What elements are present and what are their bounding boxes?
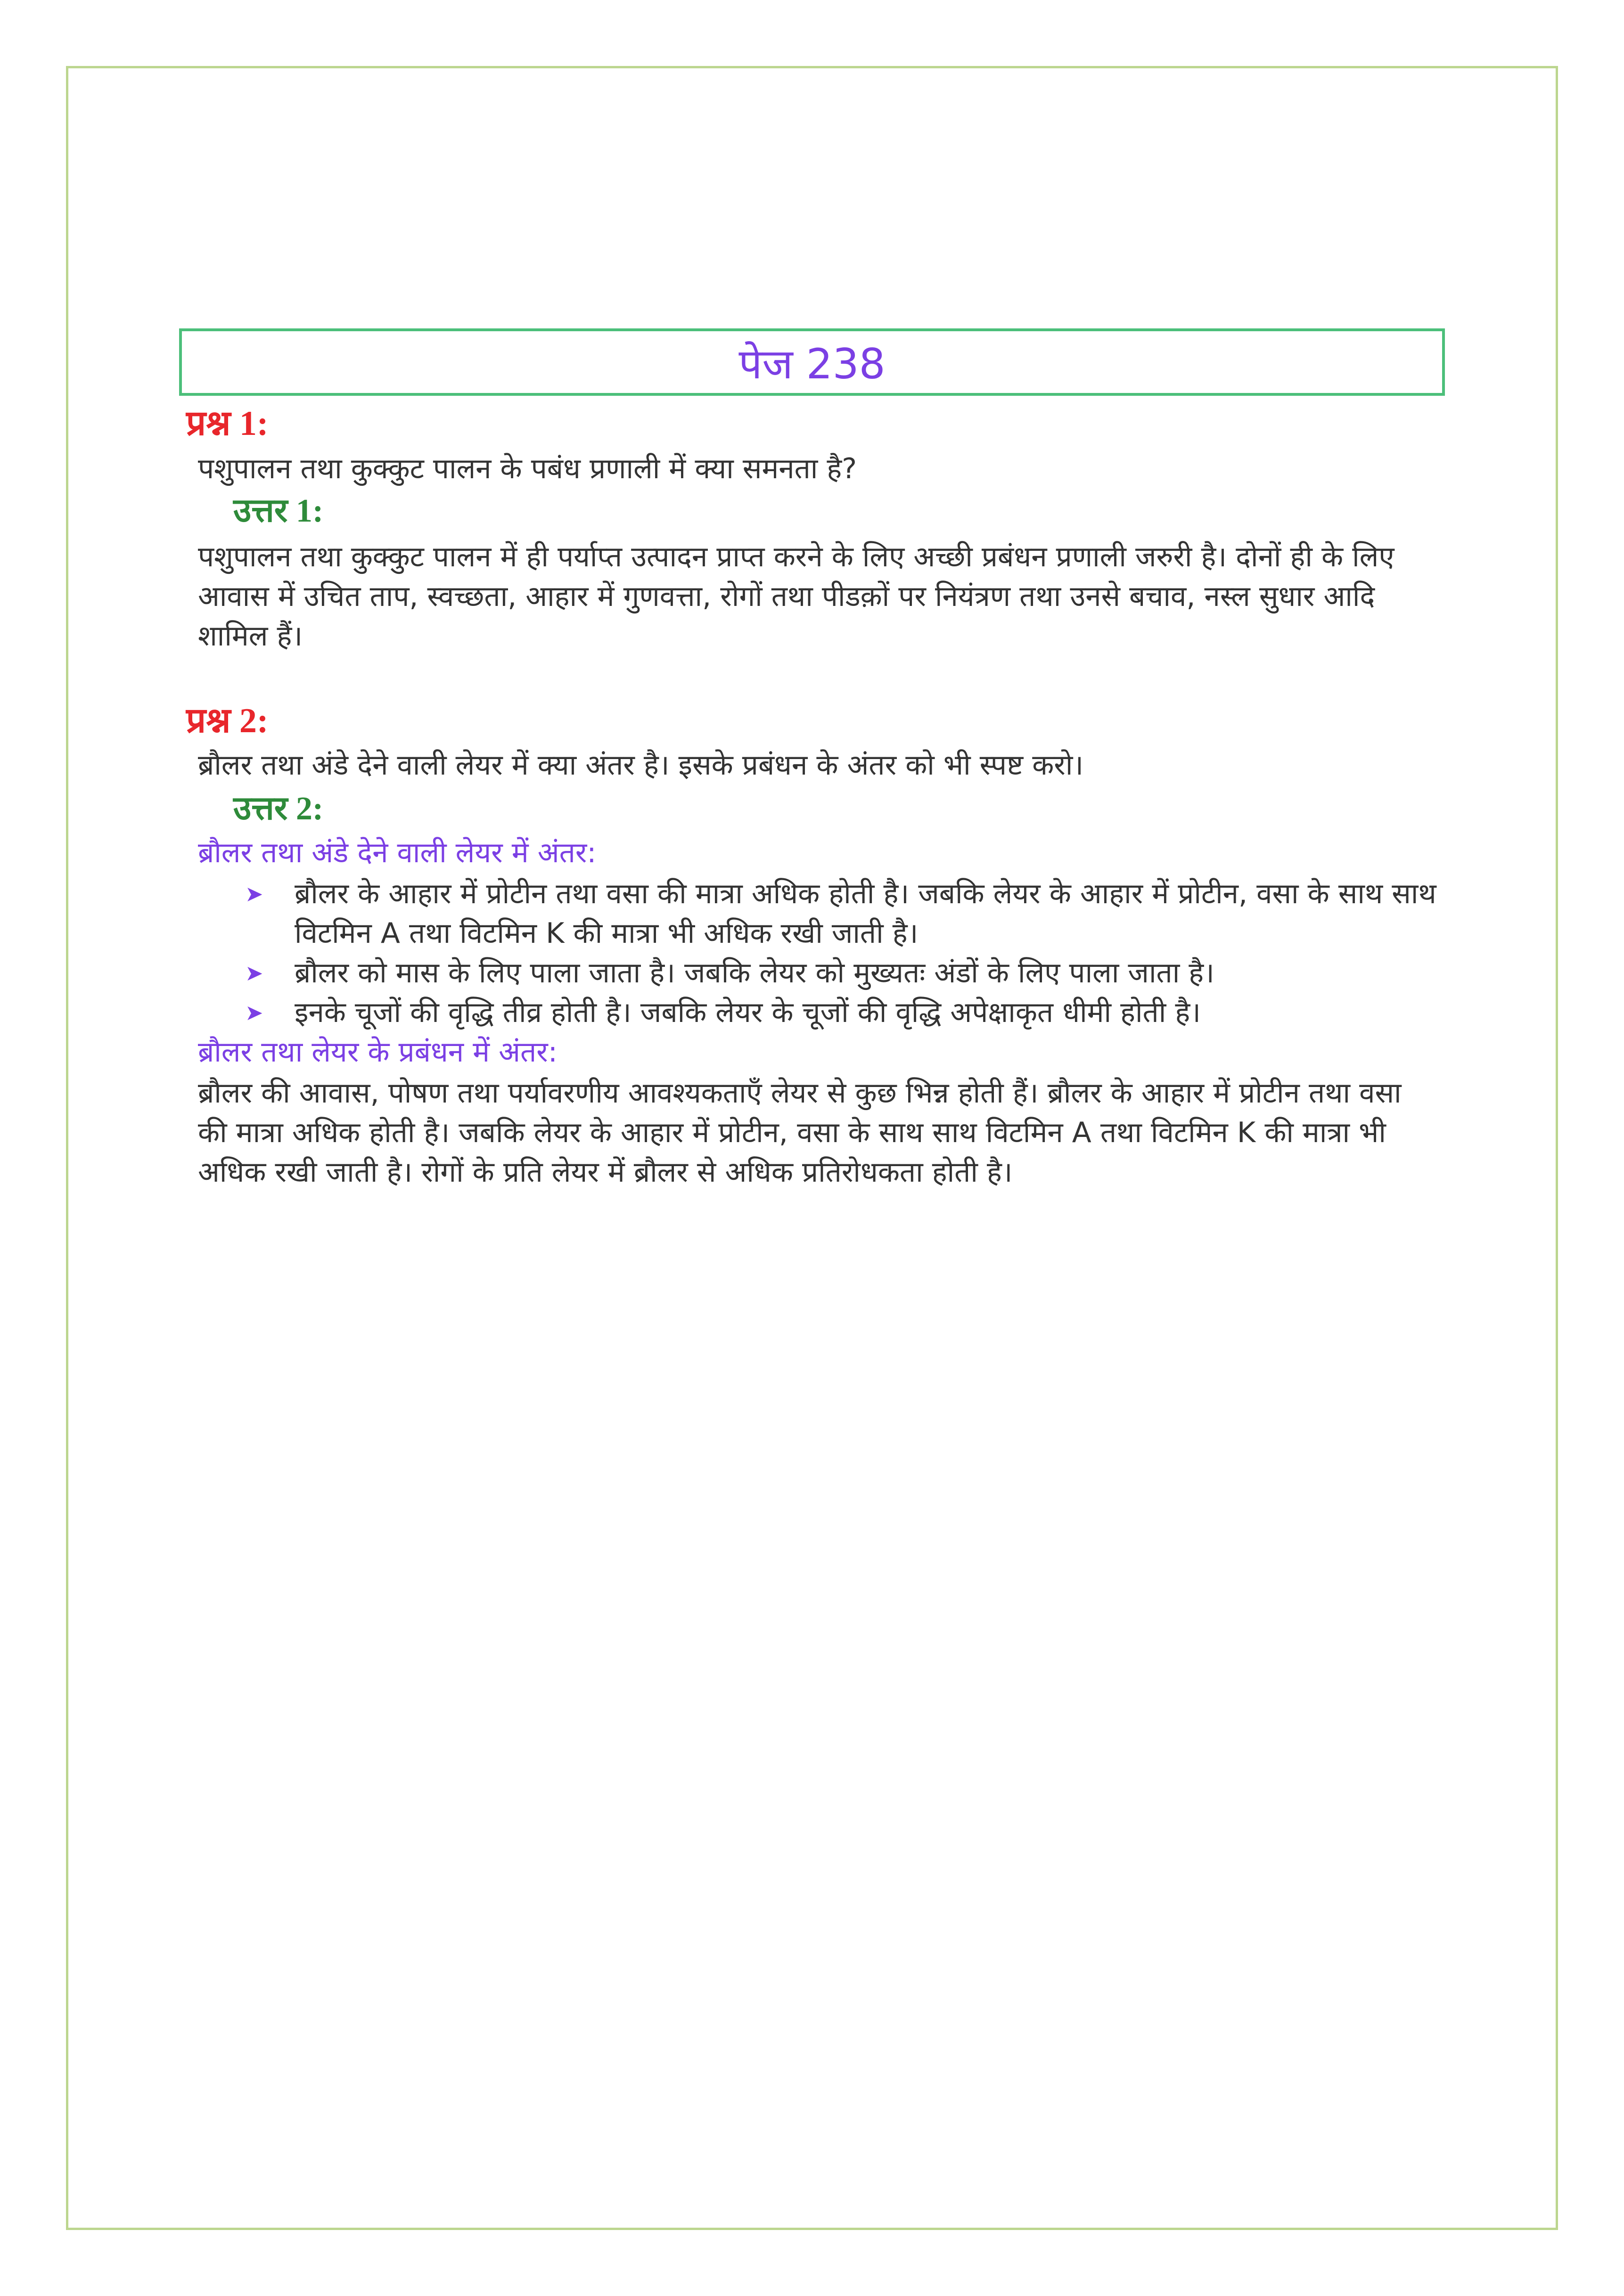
arrow-bullet-icon: ➤ — [245, 881, 263, 907]
list-item — [245, 953, 1437, 993]
question-1-label: प्रश्न 1: — [186, 404, 269, 443]
answer-2-label: उत्तर 2: — [233, 791, 324, 827]
answer-2-paragraph: ब्रौलर की आवास, पोषण तथा पर्यावरणीय आवश्यकताएँ लेयर से कुछ भिन्न होती हैं। ब्रौलर के आहार में प्रोटीन तथा वसा की मात्रा अधिक होती है। जबकि लेयर के आहार में प्रोटीन, वसा के साथ साथ विटमिन A तथा विटमिन K की मात्रा भी अधिक रखी जाती है। रोगों के प्रति लेयर में ब्रौलर से अधिक प्रतिरोधकता होती है। — [198, 1077, 1402, 1189]
page-title-box — [179, 328, 1445, 396]
list-item-text: ब्रौलर के आहार में प्रोटीन तथा वसा की मात्रा अधिक होती है। जबकि लेयर के आहार में प्रोटीन, वसा के साथ साथ विटमिन A तथा विटमिन K की मात्रा भी अधिक रखी जाती है। — [295, 877, 1436, 950]
page-title: पेज 238 — [738, 339, 886, 388]
answer-1-text: पशुपालन तथा कुक्कुट पालन में ही पर्याप्त उत्पादन प्राप्त करने के लिए अच्छी प्रबंधन प्रणाली जरुरी है। दोनों ही के लिए आवास में उचित ताप, स्वच्छता, आहार में गुणवत्ता, रोगों तथा पीडक़ों पर नियंत्रण तथा उनसे बचाव, नस्ल सुधार आदि शामिल हैं। — [198, 540, 1394, 653]
question-1-text: पशुपालन तथा कुक्कुट पालन के पबंध प्रणाली में क्या समनता है? — [198, 452, 857, 485]
question-2-text: ब्रौलर तथा अंडे देने वाली लेयर में क्या अंतर है। इसके प्रबंधन के अंतर को भी स्पष्ट करो। — [198, 749, 1084, 782]
answer-1-label: उत्तर 1: — [233, 493, 324, 529]
answer-2-subheading-management: ब्रौलर तथा लेयर के प्रबंधन में अंतर: — [198, 1036, 558, 1069]
list-item — [245, 874, 1437, 953]
answer-2-subheading-differences: ब्रौलर तथा अंडे देने वाली लेयर में अंतर: — [198, 836, 597, 869]
arrow-bullet-icon: ➤ — [245, 1000, 263, 1025]
differences-list — [245, 874, 1437, 1032]
list-item — [245, 993, 1437, 1032]
list-item-text: इनके चूजों की वृद्धि तीव्र होती है। जबकि लेयर के चूजों की वृद्धि अपेक्षाकृत धीमी होती है। — [295, 996, 1201, 1029]
question-2-label: प्रश्न 2: — [186, 702, 269, 740]
arrow-bullet-icon: ➤ — [245, 960, 263, 986]
list-item-text: ब्रौलर को मास के लिए पाला जाता है। जबकि लेयर को मुख्यतः अंडों के लिए पाला जाता है। — [295, 956, 1214, 989]
